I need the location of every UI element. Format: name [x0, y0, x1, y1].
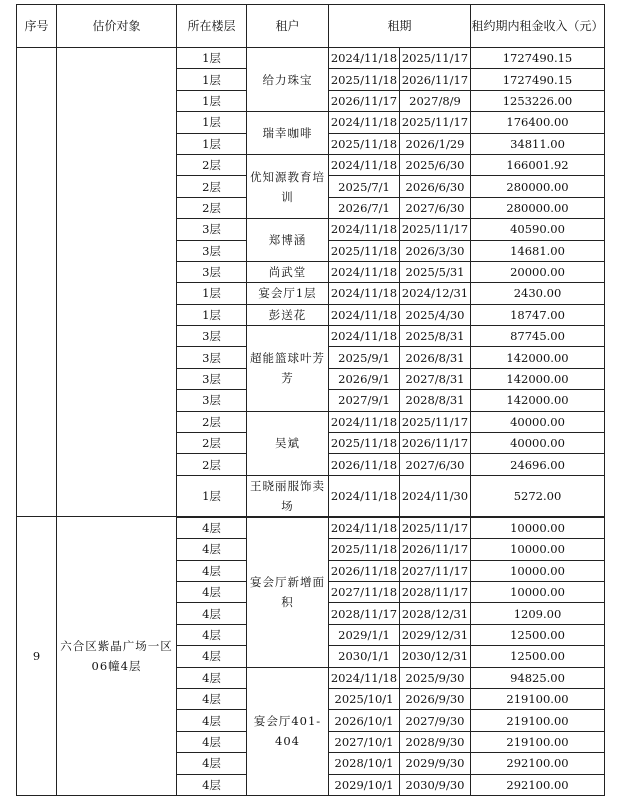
rent-cell: 87745.00: [471, 326, 605, 347]
tenant-cell: 瑞幸咖啡: [247, 112, 329, 155]
rent-cell: 12500.00: [471, 624, 605, 645]
tenant-cell: 宴会厅401-404: [247, 667, 329, 795]
period-end-cell: 2028/9/30: [400, 731, 471, 752]
floor-cell: 4层: [177, 603, 247, 624]
period-end-cell: 2025/11/17: [400, 219, 471, 240]
table-row: [17, 517, 605, 539]
period-start-cell: 2028/10/1: [329, 753, 400, 774]
floor-cell: 3层: [177, 219, 247, 240]
header-floor: 所在楼层: [177, 5, 247, 48]
period-end-cell: 2027/6/30: [400, 454, 471, 475]
tenant-cell: 尚武堂: [247, 261, 329, 282]
rent-cell: 12500.00: [471, 646, 605, 667]
floor-cell: 4层: [177, 667, 247, 688]
period-end-cell: 2024/11/30: [400, 475, 471, 517]
rent-cell: 292100.00: [471, 774, 605, 795]
floor-cell: 3层: [177, 261, 247, 282]
period-start-cell: 2024/11/18: [329, 219, 400, 240]
period-end-cell: 2027/8/31: [400, 368, 471, 389]
period-start-cell: 2029/1/1: [329, 624, 400, 645]
floor-cell: 2层: [177, 154, 247, 175]
period-end-cell: 2025/11/17: [400, 411, 471, 432]
floor-cell: 4层: [177, 539, 247, 560]
period-start-cell: 2029/10/1: [329, 774, 400, 795]
period-start-cell: 2024/11/18: [329, 283, 400, 304]
floor-cell: 1层: [177, 475, 247, 517]
rent-cell: 142000.00: [471, 368, 605, 389]
period-start-cell: 2030/1/1: [329, 646, 400, 667]
period-end-cell: 2030/12/31: [400, 646, 471, 667]
period-end-cell: 2027/8/9: [400, 90, 471, 111]
period-end-cell: 2027/6/30: [400, 197, 471, 218]
rent-cell: 1727490.15: [471, 48, 605, 69]
period-start-cell: 2024/11/18: [329, 154, 400, 175]
floor-cell: 1层: [177, 69, 247, 90]
period-end-cell: 2025/8/31: [400, 326, 471, 347]
header-rent: 租约期内租金收入（元）: [471, 5, 605, 48]
period-start-cell: 2027/11/18: [329, 581, 400, 602]
rent-cell: 10000.00: [471, 517, 605, 539]
floor-cell: 1层: [177, 90, 247, 111]
period-end-cell: 2029/12/31: [400, 624, 471, 645]
tenant-cell: 吴斌: [247, 411, 329, 475]
period-end-cell: 2026/11/17: [400, 539, 471, 560]
period-start-cell: 2024/11/18: [329, 304, 400, 325]
valuation-object: [57, 48, 177, 517]
period-start-cell: 2026/9/1: [329, 368, 400, 389]
period-start-cell: 2025/7/1: [329, 176, 400, 197]
rent-cell: 10000.00: [471, 581, 605, 602]
period-end-cell: 2026/3/30: [400, 240, 471, 261]
rent-cell: 14681.00: [471, 240, 605, 261]
tenant-cell: 超能篮球叶芳芳: [247, 326, 329, 412]
floor-cell: 3层: [177, 326, 247, 347]
tenant-cell: 彭送花: [247, 304, 329, 325]
floor-cell: 4层: [177, 624, 247, 645]
period-end-cell: 2026/8/31: [400, 347, 471, 368]
floor-cell: 4层: [177, 753, 247, 774]
period-end-cell: 2026/1/29: [400, 133, 471, 154]
floor-cell: 3层: [177, 240, 247, 261]
rent-cell: 219100.00: [471, 710, 605, 731]
rent-cell: 292100.00: [471, 753, 605, 774]
period-end-cell: 2027/9/30: [400, 710, 471, 731]
period-start-cell: 2025/11/18: [329, 133, 400, 154]
period-start-cell: 2025/10/1: [329, 688, 400, 709]
floor-cell: 3层: [177, 390, 247, 411]
period-start-cell: 2025/11/18: [329, 240, 400, 261]
rent-cell: 40590.00: [471, 219, 605, 240]
tenant-cell: 宴会厅1层: [247, 283, 329, 304]
floor-cell: 4层: [177, 710, 247, 731]
period-end-cell: 2027/11/17: [400, 560, 471, 581]
period-start-cell: 2024/11/18: [329, 667, 400, 688]
period-start-cell: 2025/11/18: [329, 69, 400, 90]
rent-cell: 166001.92: [471, 154, 605, 175]
header-tenant: 租户: [247, 5, 329, 48]
floor-cell: 4层: [177, 646, 247, 667]
period-start-cell: 2025/9/1: [329, 347, 400, 368]
period-end-cell: 2025/5/31: [400, 261, 471, 282]
period-start-cell: 2024/11/18: [329, 411, 400, 432]
period-end-cell: 2026/9/30: [400, 688, 471, 709]
period-start-cell: 2025/11/18: [329, 433, 400, 454]
table-header: [17, 5, 605, 48]
rent-cell: 219100.00: [471, 688, 605, 709]
rent-cell: 34811.00: [471, 133, 605, 154]
rent-cell: 1209.00: [471, 603, 605, 624]
period-end-cell: 2025/9/30: [400, 667, 471, 688]
floor-cell: 3层: [177, 368, 247, 389]
floor-cell: 4层: [177, 517, 247, 539]
tenant-cell: 给力珠宝: [247, 48, 329, 112]
floor-cell: 2层: [177, 176, 247, 197]
period-start-cell: 2024/11/18: [329, 261, 400, 282]
rent-cell: 40000.00: [471, 433, 605, 454]
period-end-cell: 2026/11/17: [400, 69, 471, 90]
valuation-object: 六合区紫晶广场一区06幢4层: [57, 517, 177, 796]
rent-cell: 142000.00: [471, 347, 605, 368]
period-end-cell: 2028/11/17: [400, 581, 471, 602]
period-start-cell: 2026/7/1: [329, 197, 400, 218]
period-start-cell: 2027/9/1: [329, 390, 400, 411]
period-end-cell: 2024/12/31: [400, 283, 471, 304]
floor-cell: 4层: [177, 560, 247, 581]
tenant-cell: 王晓丽服饰卖场: [247, 475, 329, 517]
period-start-cell: 2026/10/1: [329, 710, 400, 731]
lease-table: [16, 4, 605, 796]
rent-cell: 18747.00: [471, 304, 605, 325]
header-index: 序号: [17, 5, 57, 48]
header-object: 估价对象: [57, 5, 177, 48]
rent-cell: 1253226.00: [471, 90, 605, 111]
period-end-cell: 2028/8/31: [400, 390, 471, 411]
header-period: 租期: [329, 5, 471, 48]
row-index: 9: [17, 517, 57, 796]
floor-cell: 1层: [177, 112, 247, 133]
table-body: [17, 48, 605, 796]
tenant-cell: 宴会厅新增面积: [247, 517, 329, 667]
floor-cell: 4层: [177, 731, 247, 752]
period-end-cell: 2025/11/17: [400, 48, 471, 69]
floor-cell: 2层: [177, 433, 247, 454]
floor-cell: 1层: [177, 48, 247, 69]
floor-cell: 1层: [177, 283, 247, 304]
rent-cell: 20000.00: [471, 261, 605, 282]
rent-cell: 2430.00: [471, 283, 605, 304]
floor-cell: 4层: [177, 774, 247, 795]
floor-cell: 4层: [177, 581, 247, 602]
period-start-cell: 2027/10/1: [329, 731, 400, 752]
floor-cell: 3层: [177, 347, 247, 368]
period-start-cell: 2026/11/17: [329, 90, 400, 111]
floor-cell: 2层: [177, 411, 247, 432]
period-start-cell: 2026/11/18: [329, 560, 400, 581]
rent-cell: 280000.00: [471, 176, 605, 197]
floor-cell: 2层: [177, 197, 247, 218]
row-index: [17, 48, 57, 517]
rent-cell: 10000.00: [471, 539, 605, 560]
floor-cell: 1层: [177, 133, 247, 154]
period-end-cell: 2025/11/17: [400, 517, 471, 539]
floor-cell: 4层: [177, 688, 247, 709]
period-start-cell: 2024/11/18: [329, 475, 400, 517]
rent-cell: 94825.00: [471, 667, 605, 688]
period-start-cell: 2028/11/17: [329, 603, 400, 624]
period-end-cell: 2030/9/30: [400, 774, 471, 795]
period-start-cell: 2024/11/18: [329, 326, 400, 347]
tenant-cell: 优知源教育培训: [247, 154, 329, 218]
floor-cell: 2层: [177, 454, 247, 475]
rent-cell: 176400.00: [471, 112, 605, 133]
period-start-cell: 2025/11/18: [329, 539, 400, 560]
period-end-cell: 2025/4/30: [400, 304, 471, 325]
rent-cell: 10000.00: [471, 560, 605, 581]
period-end-cell: 2025/11/17: [400, 112, 471, 133]
tenant-cell: 郑博涵: [247, 219, 329, 262]
period-end-cell: 2026/11/17: [400, 433, 471, 454]
period-start-cell: 2024/11/18: [329, 517, 400, 539]
period-end-cell: 2026/6/30: [400, 176, 471, 197]
period-start-cell: 2024/11/18: [329, 112, 400, 133]
rent-cell: 280000.00: [471, 197, 605, 218]
period-end-cell: 2029/9/30: [400, 753, 471, 774]
rent-cell: 142000.00: [471, 390, 605, 411]
rent-cell: 1727490.15: [471, 69, 605, 90]
period-start-cell: 2026/11/18: [329, 454, 400, 475]
rent-cell: 5272.00: [471, 475, 605, 517]
rent-cell: 219100.00: [471, 731, 605, 752]
table-row: [17, 48, 605, 69]
rent-cell: 24696.00: [471, 454, 605, 475]
period-end-cell: 2028/12/31: [400, 603, 471, 624]
rent-cell: 40000.00: [471, 411, 605, 432]
floor-cell: 1层: [177, 304, 247, 325]
period-end-cell: 2025/6/30: [400, 154, 471, 175]
period-start-cell: 2024/11/18: [329, 48, 400, 69]
